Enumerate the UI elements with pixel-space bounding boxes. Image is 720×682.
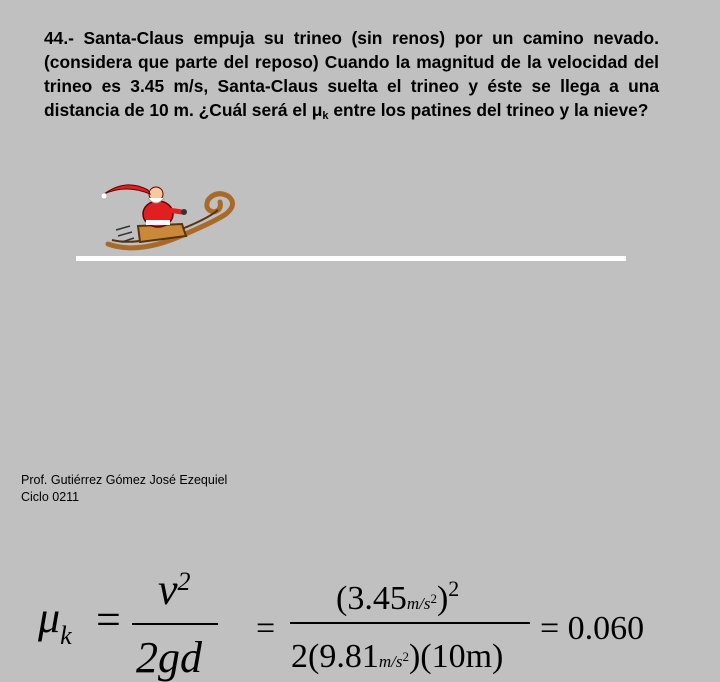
- mu-subscript: k: [322, 110, 329, 122]
- equals-sign-1: =: [96, 595, 121, 644]
- course-cycle: Ciclo 0211: [21, 490, 80, 504]
- unit-s: s: [423, 594, 431, 613]
- equals-sign-2: =: [256, 610, 276, 647]
- velocity-symbol: v: [158, 565, 178, 614]
- problem-text-part2: entre los patines del trineo y la nieve?: [328, 100, 649, 120]
- velocity-value: (3.45: [336, 580, 407, 617]
- velocity-exponent: 2: [177, 567, 191, 596]
- unit-m: m: [406, 594, 420, 613]
- unit-s: s: [395, 652, 403, 671]
- mu-k-symbol: [38, 593, 72, 650]
- unit-s-exp: 2: [402, 649, 409, 664]
- fraction2-denominator: $2(9.81m/s^2)(10m)$: [291, 638, 504, 675]
- fraction2-bar: [290, 622, 530, 624]
- result-value: = 0.060: [540, 610, 645, 647]
- santa-sleigh-icon: [96, 180, 246, 256]
- fraction2-numerator: $(3.45m/s^2)^2$: [336, 576, 460, 617]
- unit-m: m: [378, 652, 392, 671]
- unit-s-exp: 2: [430, 591, 437, 606]
- fraction1-numerator: [158, 565, 191, 614]
- fraction1-denominator: 2gd: [136, 633, 202, 682]
- mu-k-subscript: k: [60, 621, 72, 650]
- gravity-value: 2(9.81: [291, 638, 379, 675]
- paren-close: ): [436, 580, 449, 617]
- fraction1-bar: [132, 623, 218, 625]
- distance-term: )(10m): [408, 638, 504, 675]
- mu-letter: μ: [38, 593, 61, 642]
- ground-line: [76, 256, 626, 261]
- problem-statement: [44, 26, 659, 122]
- santa-sleigh-illustration: [96, 180, 246, 261]
- problem-text-part1: 44.- Santa-Claus empuja su trineo (sin renos) por un camino nevado. (considera que parte del reposo) Cuando la magnitud de la velocidad del trineo es 3.45 m/s, Santa-Claus suelta el trineo y éste se llega a una distancia de 10 m. ¿Cuál será el μ: [44, 28, 659, 120]
- author-footer: [21, 472, 227, 506]
- author-name: Prof. Gutiérrez Gómez José Ezequiel: [21, 473, 228, 487]
- square-exponent: 2: [448, 576, 460, 601]
